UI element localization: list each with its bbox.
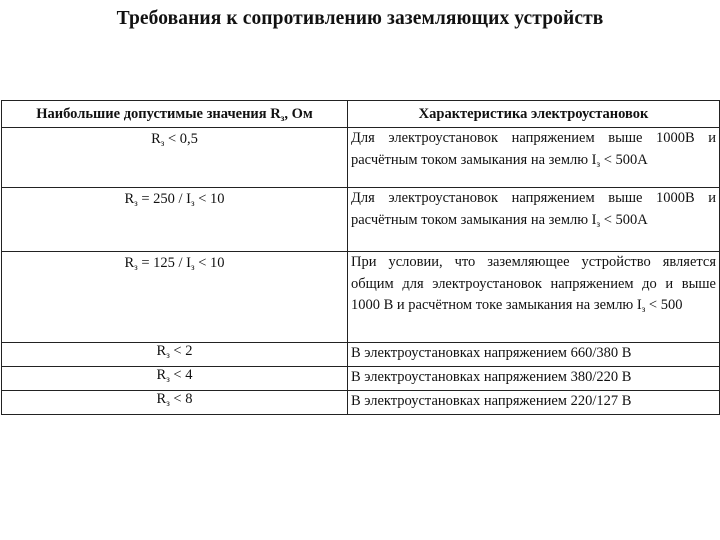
table-row	[2, 367, 720, 391]
resistance-requirements-table	[1, 100, 720, 415]
page-title: Требования к сопротивлению заземляющих устройств	[116, 8, 604, 29]
resistance-value: $R_з < 8$	[2, 391, 348, 415]
characteristic-text: В электроустановках напряжением 660/380 В	[348, 343, 720, 367]
resistance-value: $R_з = 250 / I_з < 10$	[2, 188, 348, 252]
table-row	[2, 128, 720, 188]
table-row	[2, 188, 720, 252]
table-row	[2, 252, 720, 343]
characteristic-text: Для электроустановок напряжением выше 1000В и расчётным током замыкания на землю $I_з < 500А$	[348, 128, 720, 188]
resistance-value: $R_з < 0,5$	[2, 128, 348, 188]
table-row	[2, 343, 720, 367]
resistance-value: $R_з < 2$	[2, 343, 348, 367]
table-header-row	[2, 101, 720, 128]
resistance-value: $R_з = 125 / I_з < 10$	[2, 252, 348, 343]
table-row	[2, 391, 720, 415]
characteristic-text: В электроустановках напряжением 380/220 В	[348, 367, 720, 391]
header-characteristics: Характеристика электроустановок	[348, 101, 720, 128]
resistance-value: $R_з < 4$	[2, 367, 348, 391]
header-max-values: Наибольшие допустимые значения $R_з$, Ом	[2, 101, 348, 128]
characteristic-text: При условии, что заземляющее устройство является общим для электроустановок напряжением до и выше 1000 В и расчётном токе замыкания на землю $I_з < 500$	[348, 252, 720, 343]
characteristic-text: Для электроустановок напряжением выше 1000В и расчётным током замыкания на землю $I_з < 500А$	[348, 188, 720, 252]
characteristic-text: В электроустановках напряжением 220/127 В	[348, 391, 720, 415]
